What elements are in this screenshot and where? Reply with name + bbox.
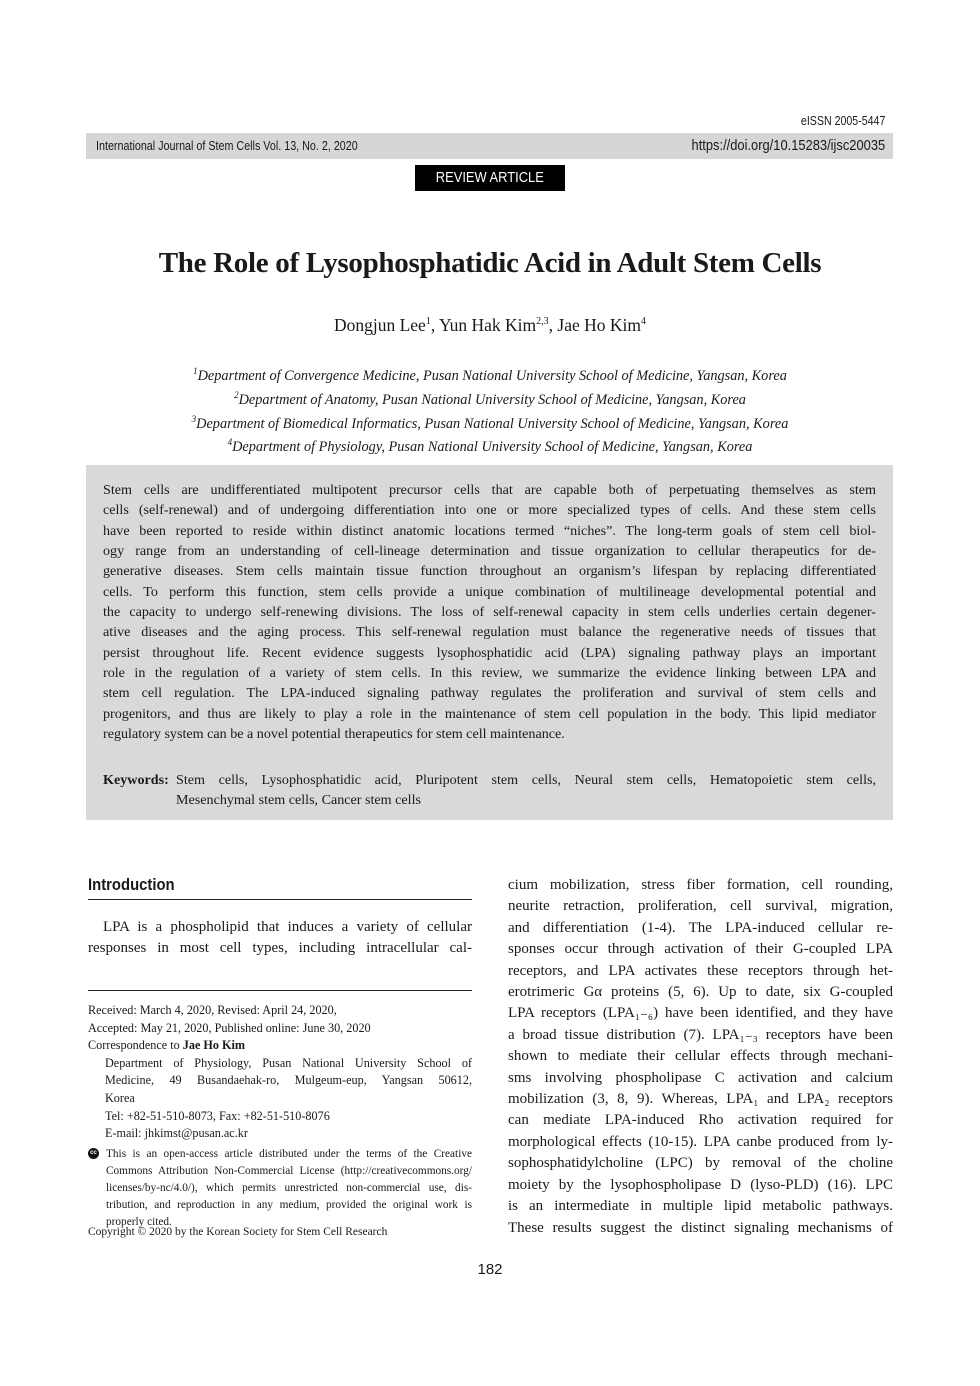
article-notes: [88, 1002, 472, 1143]
affiliation: $^2$Department of Anatomy, Pusan National University School of Medicine, Yangsan, Korea: [234, 389, 746, 408]
keywords-line: Stem cells, Lysophosphatidic acid, Pluripotent stem cells, Neural stem cells, Hematopoietic stem cells,: [176, 772, 876, 788]
text-line: sms involving phospholipase C activation and calcium: [508, 1069, 893, 1086]
eissn: eISSN 2005-5447: [800, 114, 885, 128]
text-line: Commons Attribution Non-Commercial License (http://creativecommons.org/: [106, 1165, 472, 1177]
text-line: ogy range from an understanding of cell-lineage determination and tissue organization to cellular therapeutics for de-: [103, 543, 876, 560]
text-line: tribution, and reproduction in any medium, provided the original work is: [106, 1199, 472, 1211]
author: Jae Ho Kim: [557, 315, 642, 335]
journal-citation: International Journal of Stem Cells Vol. 13, No. 2, 2020: [96, 139, 358, 153]
text-line: is an intermediate in multiple lipid metabolic pathways.: [508, 1198, 893, 1215]
text-line: sophosphatidylcholine (LPC) by removal of the choline: [508, 1155, 893, 1172]
text-line: mobilization (3, 8, 9). Whereas, LPA₁ and LPA₂ receptors: [508, 1091, 893, 1108]
text-line: and differentiation (1-4). The LPA-induced cellular re-: [508, 919, 893, 936]
footnote-rule: [88, 990, 472, 991]
author: Yun Hak Kim: [438, 315, 537, 335]
received-dates: Received: March 4, 2020, Revised: April 24, 2020,: [88, 1003, 337, 1017]
keywords-line: Mesenchymal stem cells, Cancer stem cells: [176, 792, 421, 809]
abstract-text: [103, 480, 876, 744]
text-line: LPA receptors (LPA₁₋₆) have been identified, and they have: [508, 1005, 893, 1022]
affiliations: [0, 362, 980, 457]
address-line: Korea: [105, 1090, 135, 1105]
copyright: Copyright © 2020 by the Korean Society for Stem Cell Research: [88, 1226, 388, 1238]
right-column-text: [508, 875, 893, 1239]
correspondence: Correspondence to Jae Ho Kim: [88, 1038, 246, 1053]
left-column-text: [88, 917, 472, 960]
email[interactable]: E-mail: jhkimst@pusan.ac.kr: [105, 1126, 248, 1141]
text-line: cells. To perform this function, stem cells provide a unique combination of multilineage developmental potential and: [103, 583, 876, 600]
keywords-label: Keywords:: [103, 772, 169, 788]
text-line: progenitors, and thus are likely to play a role in the maintenance of stem cell population in the body. This lipid mediator: [103, 705, 876, 722]
author-sup: 2,3: [536, 316, 549, 328]
heading-rule: [88, 899, 472, 900]
text-line: can mediate LPA-induced Rho activation required for: [508, 1112, 893, 1129]
text-line: erotrimeric Gα proteins (5, 6). Up to date, six G-coupled: [508, 984, 893, 1001]
doi-link[interactable]: https://doi.org/10.15283/ijsc20035: [691, 137, 885, 154]
text-line: a broad tissue distribution (7). LPA₁₋₃ receptors have been: [508, 1026, 893, 1043]
text-line: role in the regulation of a variety of stem cells. In this review, we summarize the evidence linking between LPA and: [103, 665, 876, 682]
accepted-dates: Accepted: May 21, 2020, Published online: June 30, 2020: [88, 1020, 371, 1035]
affiliation: $^4$Department of Physiology, Pusan National University School of Medicine, Yangsan, Korea: [227, 437, 753, 456]
text-line: licenses/by-nc/4.0/), which permits unrestricted non-commercial use, dis-: [106, 1182, 472, 1194]
paper-title: The Role of Lysophosphatidic Acid in Adult Stem Cells: [158, 247, 822, 279]
article-type-badge: [415, 165, 565, 191]
text-line: These results suggest the distinct signaling mechanisms of: [508, 1219, 893, 1236]
text-line: persist throughout life. Recent evidence suggests lysophosphatidic acid (LPA) signaling pathway plays an important: [103, 644, 876, 661]
badge-label: REVIEW ARTICLE: [435, 169, 545, 186]
text-line: LPA is a phospholipid that induces a variety of cellular: [103, 919, 472, 935]
text-line: responses in most cell types, including intracellular cal-: [88, 940, 472, 957]
text-line: stem cell regulation. The LPA-induced signaling pathway regulates the proliferation and survival of stem cells and: [103, 685, 876, 702]
text-line: the capacity to undergo self-renewing divisions. The loss of self-renewal capacity in stem cells underlies certain degener-: [103, 604, 876, 621]
text-line: cells (self-renewal) and of undergoing differentiation into one or more specialized types of cells. And these stem cells: [103, 502, 876, 519]
license-note: [88, 1146, 472, 1231]
affiliation: $^1$Department of Convergence Medicine, Pusan National University School of Medicine, Yangsan, Korea: [193, 366, 787, 384]
text-line: This is an open-access article distributed under the terms of the Creative: [106, 1148, 472, 1160]
text-line: shown to mediate their cellular effects through mechani-: [508, 1048, 893, 1065]
author-sup: 1: [425, 316, 431, 328]
text-line: receptors, and LPA activates these receptors through het-: [508, 962, 893, 979]
text-line: regulatory system can be a novel potential therapeutics for stem cell maintenance.: [103, 726, 565, 743]
abstract-box: [86, 465, 893, 820]
text-line: sponses occur through activation of their G-coupled LPA: [508, 941, 893, 958]
author: Dongjun Lee: [333, 315, 426, 335]
affiliation: $^3$Department of Biomedical Informatics, Pusan National University School of Medicine, Yangsan, Korea: [191, 413, 789, 432]
address-line: Department of Physiology, Pusan National University School of: [105, 1055, 472, 1070]
text-line: cium mobilization, stress fiber formation, cell rounding,: [508, 877, 893, 893]
text-line: generative diseases. Stem cells maintain tissue function throughout an organism’s lifespan by replacing differentiated: [103, 563, 876, 580]
page-number: 182: [477, 1261, 503, 1278]
journal-header-bar: [86, 133, 893, 159]
text-line: properly cited.: [106, 1216, 172, 1228]
address-line: Medicine, 49 Busandaehak-ro, Mulgeum-eup, Yangsan 50612,: [105, 1073, 472, 1088]
text-line: Stem cells are undifferentiated multipotent precursor cells that are capable both of perpetuating themselves as stem: [103, 482, 876, 498]
text-line: neurite retraction, proliferation, cell survival, migration,: [508, 898, 893, 915]
text-line: have been reported to reside within distinct anatomic locations termed “niches”. The long-term goals of stem cell biol-: [103, 522, 876, 539]
text-line: moiety by the lysophospholipase D (lyso-PLD) (16). LPC: [508, 1176, 893, 1193]
text-line: morphological effects (10-15). LPA canbe produced from ly-: [508, 1133, 893, 1150]
creative-commons-icon: cc: [88, 1148, 99, 1159]
section-heading-introduction: Introduction: [88, 876, 175, 894]
text-line: ative diseases and the aging process. This self-renewal regulation must balance the regenerative needs of tissues that: [103, 624, 876, 641]
phone-fax: Tel: +82-51-510-8073, Fax: +82-51-510-8076: [105, 1108, 330, 1123]
author-sup: 4: [641, 316, 647, 328]
authors: Dongjun Lee$^1$, Yun Hak Kim$^{2,3}$, Jae Ho Kim$^4$: [333, 315, 647, 335]
